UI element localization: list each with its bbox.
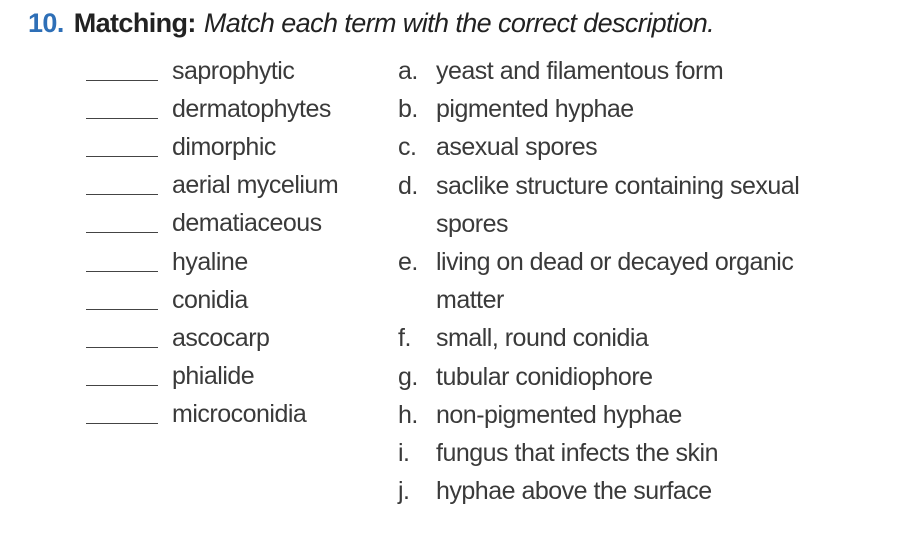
description-text: asexual spores xyxy=(436,133,598,162)
term-row xyxy=(86,319,338,357)
term-label: saprophytic xyxy=(172,56,295,85)
description-item xyxy=(398,472,836,510)
terms-list xyxy=(86,52,338,434)
description-letter: f. xyxy=(398,324,411,353)
term-label: dimorphic xyxy=(172,132,276,161)
question-number: 10. xyxy=(28,8,64,38)
answer-blank[interactable] xyxy=(86,347,158,348)
term-label: conidia xyxy=(172,285,248,314)
term-row xyxy=(86,167,338,205)
term-label: aerial mycelium xyxy=(172,171,339,200)
description-item xyxy=(398,358,836,396)
description-letter: g. xyxy=(398,362,418,391)
description-text: non-pigmented hyphae xyxy=(436,400,682,429)
term-row xyxy=(86,128,338,166)
question-heading: Matching: xyxy=(73,8,196,38)
description-text: small, round conidia xyxy=(436,324,649,353)
description-item xyxy=(398,167,836,243)
term-label: hyaline xyxy=(172,247,248,276)
description-letter: a. xyxy=(398,57,418,85)
answer-blank[interactable] xyxy=(86,385,158,386)
term-row xyxy=(86,90,338,128)
description-letter: h. xyxy=(398,400,418,429)
answer-blank[interactable] xyxy=(86,118,158,119)
answer-blank[interactable] xyxy=(86,156,158,157)
question-header xyxy=(28,8,714,39)
description-text: saclike structure containing sexual spores xyxy=(436,171,800,238)
description-text: living on dead or decayed organic matter xyxy=(436,248,794,315)
description-item xyxy=(398,396,836,434)
description-item xyxy=(398,90,836,128)
answer-blank[interactable] xyxy=(86,194,158,195)
term-row xyxy=(86,396,338,434)
description-text: tubular conidiophore xyxy=(436,362,653,391)
question-instruction: Match each term with the correct description. xyxy=(203,8,715,38)
description-item xyxy=(398,434,836,472)
description-item xyxy=(398,243,836,319)
term-label: phialide xyxy=(172,362,255,391)
description-letter: i. xyxy=(398,439,410,468)
descriptions-list xyxy=(398,52,836,510)
description-letter: b. xyxy=(398,95,418,124)
term-label: microconidia xyxy=(172,400,307,429)
description-letter: e. xyxy=(398,248,418,277)
description-text: pigmented hyphae xyxy=(436,95,634,124)
description-letter: d. xyxy=(398,171,418,200)
description-item xyxy=(398,52,836,90)
term-row xyxy=(86,243,338,281)
term-row xyxy=(86,52,338,90)
term-label: dermatophytes xyxy=(172,94,331,123)
description-text: hyphae above the surface xyxy=(436,477,712,506)
answer-blank[interactable] xyxy=(86,423,158,424)
term-row xyxy=(86,205,338,243)
description-letter: j. xyxy=(398,477,410,506)
description-letter: c. xyxy=(398,133,417,162)
description-item xyxy=(398,128,836,166)
answer-blank[interactable] xyxy=(86,232,158,233)
answer-blank[interactable] xyxy=(86,80,158,81)
answer-blank[interactable] xyxy=(86,271,158,272)
term-label: dematiaceous xyxy=(172,209,322,238)
description-text: fungus that infects the skin xyxy=(436,439,719,468)
term-row xyxy=(86,358,338,396)
term-row xyxy=(86,281,338,319)
description-item xyxy=(398,319,836,357)
answer-blank[interactable] xyxy=(86,309,158,310)
description-text: yeast and filamentous form xyxy=(436,57,724,85)
term-label: ascocarp xyxy=(172,323,270,352)
